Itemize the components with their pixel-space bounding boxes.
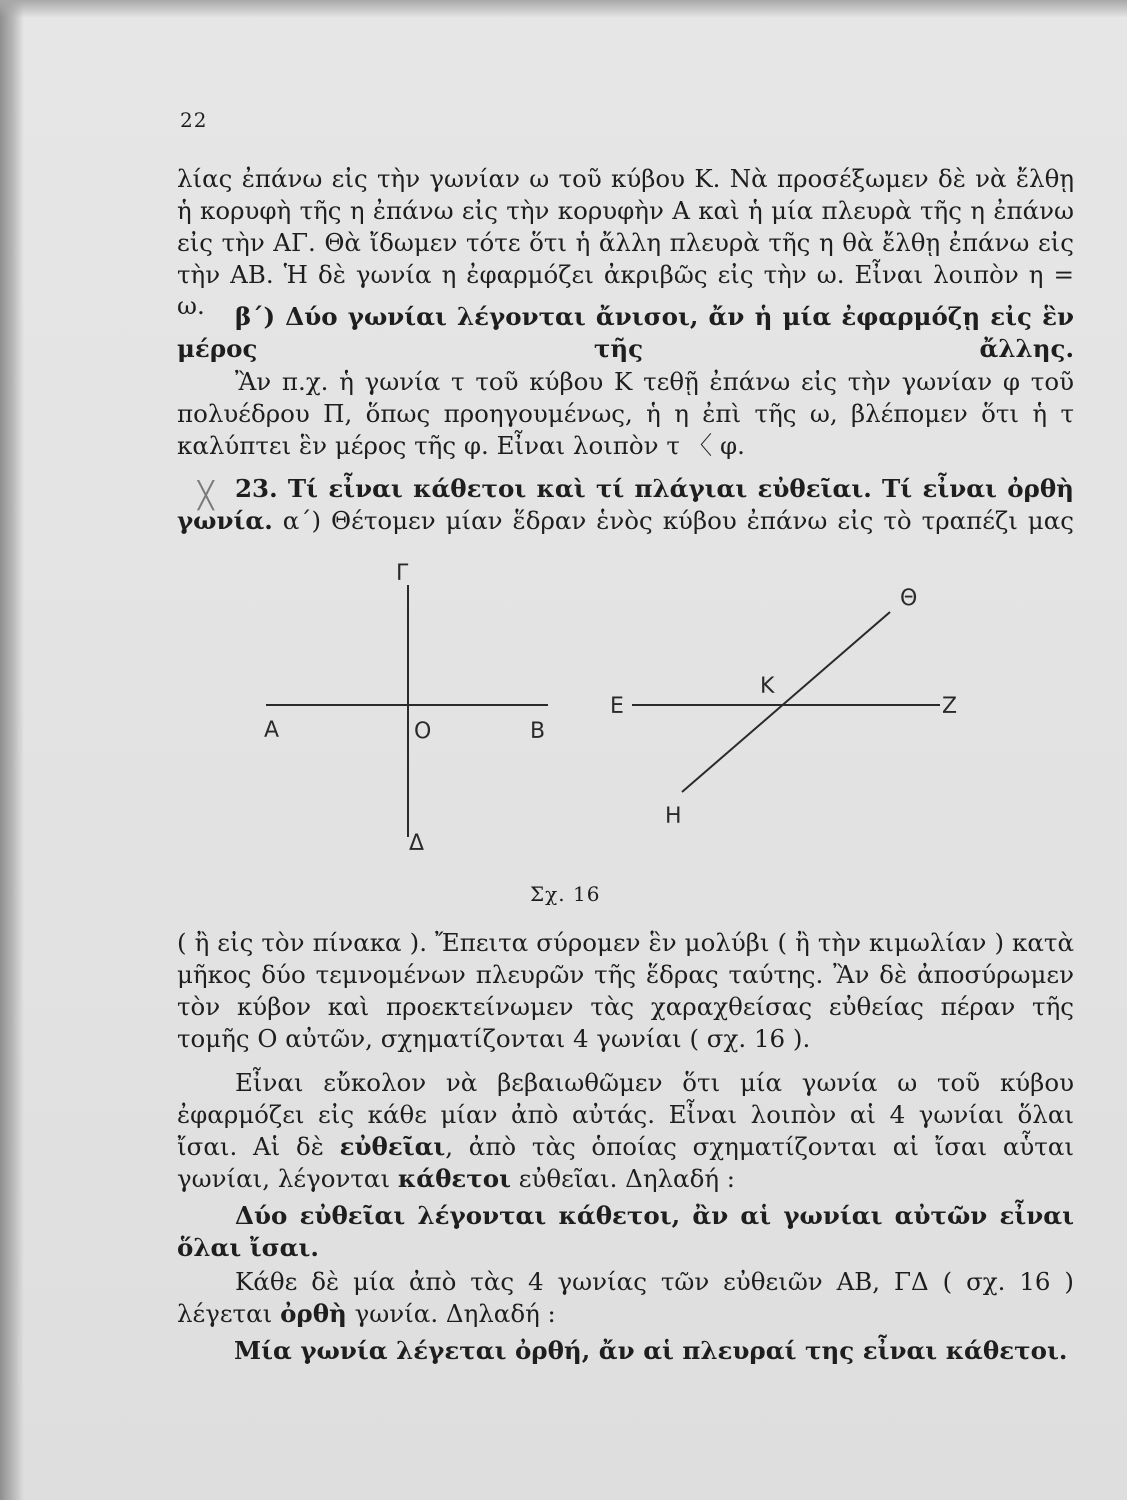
- definition-right-angle: Μία γωνία λέγεται ὀρθή, ἄν αἱ πλευραί της εἶναι κάθετοι.: [234, 1336, 1068, 1365]
- paragraph-easy-verify: [177, 1067, 1074, 1194]
- section-23: [177, 473, 1074, 537]
- paragraph-each-angle-a: Κάθε δὲ μία ἀπὸ τὰς 4 γωνίας τῶν εὐθειῶν ΑΒ, ΓΔ ( σχ. 16 ) λέγεται: [177, 1267, 1074, 1328]
- pencil-cross-mark: ╳: [198, 481, 214, 511]
- figure-caption: Σχ. 16: [530, 882, 601, 906]
- definition-perpendicular-lines: Δύο εὐθεῖαι λέγονται κάθετοι, ἂν αἱ γωνίαι αὐτῶν εἶναι ὅλαι ἴσαι.: [177, 1201, 1074, 1262]
- paragraph-easy-verify-a: Εἶναι εὔκολον νὰ βεβαιωθῶμεν ὅτι μία γωνία ω τοῦ κύβου ἐφαρμόζει εἰς κάθε μίαν ἀπὸ αὐτάς. Εἶναι λοιπὸν αἱ 4 γωνίαι ὅλαι ἴσαι. Αἱ δὲ: [177, 1068, 1074, 1161]
- paragraph-top: λίας ἐπάνω εἰς τὴν γωνίαν ω τοῦ κύβου Κ. Νὰ προσέξωμεν δὲ νὰ ἔλθῃ ἡ κορυφὴ τῆς η ἐπάνω εἰς τὴν κορυφὴν Α καὶ ἡ μία πλευρὰ τῆς η ἐπάνω εἰς τὴν ΑΓ. Θὰ ἴδωμεν τότε ὅτι ἡ ἄλλη πλευρὰ τῆς η θὰ ἔλθῃ ἐπάνω εἰς τὴν ΑΒ. Ἡ δὲ γωνία η ἐφαρμόζει ἀκριβῶς εἰς τὴν ω. Εἶναι λοιπὸν η = ω.: [177, 164, 1074, 321]
- paragraph-unequal-angles-definition: β΄) Δύο γωνίαι λέγονται ἄνισοι, ἄν ἡ μία ἐφαρμόζῃ εἰς ἓν μέρος τῆς ἄλλης.: [177, 302, 1074, 363]
- figure-16: [250, 555, 990, 875]
- label-zeta: Ζ: [942, 694, 958, 719]
- term-right: ὀρθὴ: [280, 1298, 347, 1328]
- paragraph-easy-verify-c: , ἀπὸ τὰς ὁποίας σχηματίζονται αἱ ἴσαι αὗται γωνίαι, λέγονται: [177, 1131, 1074, 1193]
- top-edge-shadow: [0, 0, 1127, 18]
- label-kappa: Κ: [760, 674, 775, 699]
- page-number: 22: [180, 108, 208, 132]
- paragraph-board: ( ἢ εἰς τὸν πίνακα ). Ἔπειτα σύρομεν ἓν μολύβι ( ἢ τὴν κιμωλίαν ) κατὰ μῆκος δύο τεμνομένων πλευρῶν τῆς ἕδρας ταύτης. Ἂν δὲ ἀποσύρωμεν τὸν κύβον καὶ προεκτείνωμεν τὰς χαραχθείσας εὐθείας πέραν τῆς τομῆς Ο αὐτῶν, σχηματίζονται 4 γωνίαι ( σχ. 16 ).: [177, 928, 1074, 1053]
- term-perpendicular: κάθετοι: [397, 1163, 511, 1193]
- term-straight-lines: εὐθεῖαι: [339, 1131, 446, 1161]
- paragraph-unequal-example: Ἂν π.χ. ἡ γωνία τ τοῦ κύβου Κ τεθῇ ἐπάνω εἰς τὴν γωνίαν φ τοῦ πολυέδρου Π, ὅπως προηγουμένως, ἡ η ἐπὶ τῆς ω, βλέπομεν ὅτι ἡ τ καλύπτει ἓν μέρος τῆς φ. Εἶναι λοιπὸν τ 〈 φ.: [177, 367, 1074, 460]
- label-gamma: Γ: [396, 561, 409, 586]
- section-23-heading: 23. Τί εἶναι κάθετοι καὶ τί πλάγιαι εὐθεῖαι. Τί εἶναι ὀρθὴ γωνία.: [177, 474, 1074, 535]
- paragraph-easy-verify-d: εὐθεῖαι. Δηλαδή :: [511, 1163, 736, 1193]
- paragraph-each-angle-c: γωνία. Δηλαδή :: [346, 1298, 556, 1328]
- label-omicron: Ο: [414, 719, 432, 744]
- label-beta: Β: [530, 719, 546, 744]
- line-eta-theta: [682, 612, 890, 792]
- label-eta: Η: [665, 804, 682, 829]
- paragraph-each-angle: [177, 1266, 1074, 1330]
- binding-shadow: [0, 0, 24, 1500]
- label-delta: Δ: [409, 831, 425, 856]
- section-23-text: α΄) Θέτομεν μίαν ἕδραν ἑνὸς κύβου ἐπάνω εἰς τὸ τραπέζι μας: [272, 505, 1074, 535]
- label-theta: Θ: [900, 586, 918, 611]
- label-epsilon: Ε: [610, 694, 624, 719]
- label-alpha: Α: [264, 718, 280, 743]
